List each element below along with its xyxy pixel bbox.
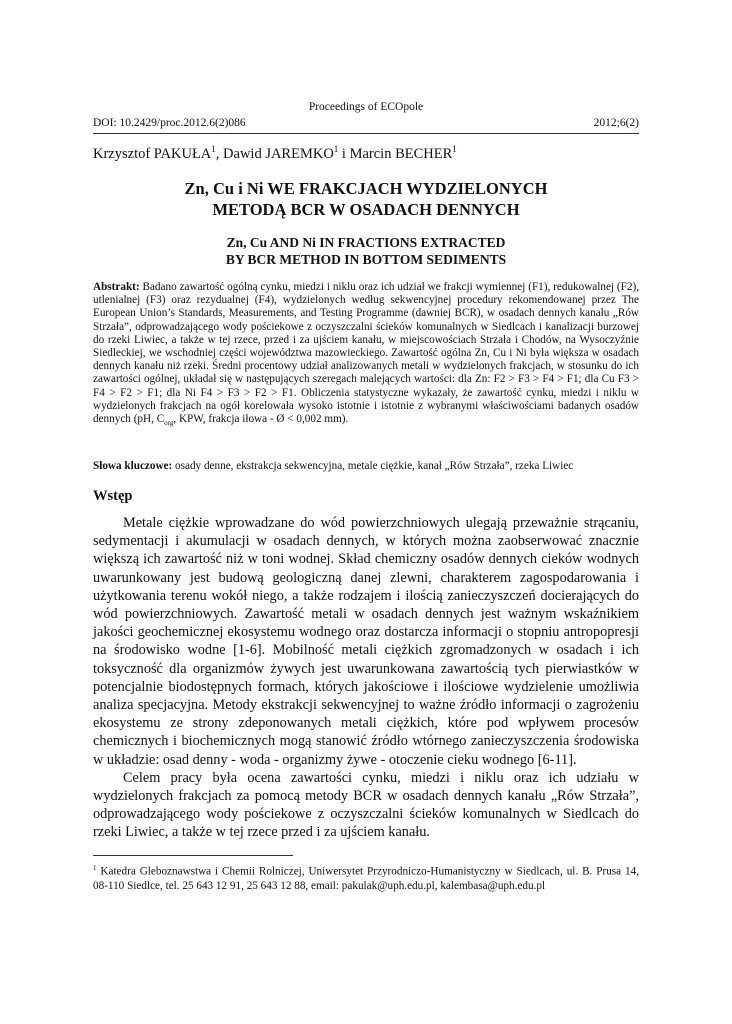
footnote-mark: 1: [93, 864, 97, 872]
title-polish-line-2: METODĄ BCR W OSADACH DENNYCH: [212, 200, 520, 219]
footnote-text: Katedra Gleboznawstwa i Chemii Rolniczej, Uniwersytet Przyrodniczo-Humanistyczny w Siedlcach, ul. B. Prusa 14, 08-110 Siedlce, tel. 25 643 12 91, 25 643 12 88, email: pakulak@uph.edu.pl, kalembasa@uph.edu.pl: [93, 865, 639, 892]
keywords: [93, 460, 639, 472]
title-english-line-2: BY BCR METHOD IN BOTTOM SEDIMENTS: [225, 252, 507, 267]
title-english: [93, 234, 639, 268]
body-text: [93, 514, 639, 842]
abstract-text: Badano zawartość ogólną cynku, miedzi i niklu oraz ich udział we frakcji wymiennej (F1), redukowalnej (F2), utlenialnej (F3) oraz rezydualnej (F4), wydzielonych według sekwencyjnej procedury rekomendowanej przez The European Union’s Standards, Measurements, and Testing Programme (dawniej BCR), w osadach dennych kanału „Rów Strzała”, odprowadzającego wody pościekowe z oczyszczalni ścieków komunalnych w Siedlcach i kanalizacji burzowej do rzeki Liwiec, a także w tej rzece, przed i za ujściem kanału, w miejscowościach Strzała i Chodów, na Wysoczyźnie Siedleckiej, we wschodniej części województwa mazowieckiego. Zawartość ogólna Zn, Cu i Ni była większa w osadach dennych kanału niż rzeki. Średni procentowy udział analizowanych metali w wydzielonych frakcjach, w stosunku do ich zawartości ogólnej, układał się w następujących szeregach malejących wartości: dla Zn: F2 > F3 > F4 > F1; dla Cu F3 > F4 > F2 > F1; dla Ni F4 > F3 > F2 > F1. Obliczenia statystyczne wykazały, że zawartość cynku, miedzi i niklu w wydzielonych frakcjach na ogół korelowała wysoko istotnie i istotnie z wybranymi właściwościami badanych osadów dennych (pH, C: [93, 281, 639, 426]
paragraph-1: Metale ciężkie wprowadzane do wód powierzchniowych ulegają przeważnie strącaniu, sedymentacji i akumulacji w osadach dennych, w których można zaobserwować znacznie większą ich zawartość niż w toni wodnej. Skład chemiczny osadów dennych cieków wodnych uwarunkowany jest budową geologiczną danej zlewni, charakterem zagospodarowania i użytkowania terenu wokół niego, a także rodzajem i ilością zanieczyszczeń docierających do wód powierzchniowych. Zawartość metali w osadach dennych jest ważnym wskaźnikiem jakości geochemicznej ekosystemu wodnego oraz dostarcza informacji o stopniu antropopresji na środowisko wodne [1-6]. Mobilność metali ciężkich zgromadzonych w osadach i ich toksyczność dla organizmów żywych jest uwarunkowana zawartością tych pierwiastków w potencjalnie biodostępnych formach, których jakościowe i ilościowe wydzielenie umożliwia analiza specjacyjna. Metody ekstrakcji sekwencyjnej to ważne źródło informacji o zagrożeniu ekosystemu ze strony zdeponowanych metali ciężkich, które pod wpływem procesów chemicznych i biochemicznych mogą stanowić źródło wtórnego zanieczyszczenia środowiska w układzie: osad denny - woda - organizmy żywe - otoczenie cieku wodnego [6-11].: [93, 515, 639, 768]
title-english-line-1: Zn, Cu AND Ni IN FRACTIONS EXTRACTED: [226, 235, 506, 250]
affiliation-mark-3: 1: [452, 144, 457, 154]
doi: DOI: 10.2429/proc.2012.6(2)086: [93, 117, 246, 129]
keywords-text: osady denne, ekstrakcja sekwencyjna, metale ciężkie, kanał „Rów Strzała”, rzeka Liwiec: [172, 460, 574, 472]
author-2: Dawid JAREMKO: [223, 145, 334, 162]
footnote: [93, 861, 639, 893]
author-3: Marcin BECHER: [349, 145, 453, 162]
abstract-subscript: org: [164, 419, 174, 428]
meta-row: [93, 117, 639, 129]
author-1: Krzysztof PAKUŁA: [93, 145, 212, 162]
title-polish: [93, 178, 639, 220]
journal-name: Proceedings of ECOpole: [308, 101, 424, 113]
author-separator: ,: [215, 145, 224, 162]
author-separator: i: [338, 145, 350, 162]
paragraph-2: Celem pracy była ocena zawartości cynku, miedzi i niklu oraz ich udziału w wydzielonych frakcjach za pomocą metody BCR w osadach dennych kanału „Rów Strzała”, odprowadzającego wody pościekowe z oczyszczalni ścieków komunalnych w Siedlcach do rzeki Liwiec, a także w tej rzece przed i za ujściem kanału.: [93, 769, 639, 841]
abstract-label: Abstrakt:: [93, 281, 140, 293]
abstract: [93, 281, 639, 430]
affiliation-mark-1: 1: [211, 144, 216, 154]
header-rule: [93, 133, 639, 134]
footnote-rule: [93, 855, 293, 856]
author-list: [93, 144, 639, 163]
title-polish-line-1: Zn, Cu i Ni WE FRAKCJACH WYDZIELONYCH: [184, 179, 548, 198]
keywords-label: Słowa kluczowe:: [93, 460, 173, 472]
section-heading: Wstęp: [93, 488, 133, 504]
abstract-text-end: , KPW, frakcja iłowa - Ø < 0,002 mm).: [173, 413, 349, 426]
volume-info: 2012;6(2): [593, 117, 639, 129]
affiliation-mark-2: 1: [333, 144, 339, 154]
